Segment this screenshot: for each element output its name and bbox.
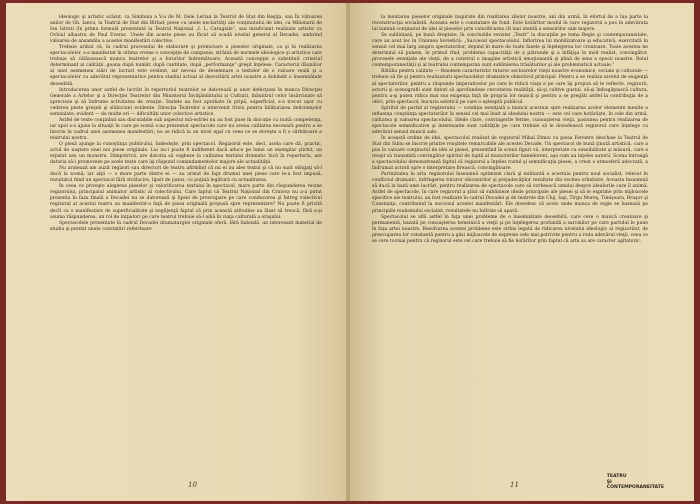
left-page [6,3,346,501]
paragraph: Spectacolele prezentate în cadrul Decadei dramaturgiei originale oferă, fără îndoială, un interesant material de studiu şi permit unele constatări referitoare [50,220,322,232]
paragraph: Spiritul de partid al regizorului — condiţia esenţială a muncii acestuia spre realizarea acelor elemente menite a influenţa conştiinţa spectatorilor în sensul cel mai înalt al idealului nostru — este cel care hotărăşte, în cele din urmă, calitatea şi valoarea spectacolului. Ideile clare, convingerile ferme, cunoaşterea vieţii, pasiunea pentru realizarea de spectacole semnificative şi interesante sunt calităţile pe care trebuie să le dovedească regizorul care înţelege cu adevărat sensul muncii sale. [372,105,648,135]
paragraph: ideologic şi artistic scăzut, ca Simfonia a V-a de M. Dele Lerian la Teatrul de Stat din Reşiţa, sau În viitoarea anilor de Gh. Iancu, la Teatrul de Stat din Bîrlad; piese cu unele neclarităţi ale conţinutului de idei, ca Milionarii de Ion Istrati (în prima formulă prezentată la Teatrul Naţional „I. L. Caragiale”, sau insuficient realizate artistic ca Ochiul albastru de Paul Everac. Unele din aceste piese au făcut să scadă nivelul general al Decadei, umbrind valoarea de ansamblu a acestei manifestări colective. [50,15,322,45]
right-page-text [372,15,648,245]
paragraph: În ceea ce priveşte alegerea pieselor şi valorificarea textului în spectacol, mare parte din răspunderea revine regizorului, principalul animator artistic al colectivului. Care faptul că Teatrul Naţional din Craiova nu a-a putut prezenta în faza finală a Decadei nu se datorează şi lipsei de preocupare pe care conducerea şi întreg colectivul regizoral al acestui teatru au manifestat-o faţă de piesa originală propusă spre reprezentare? Nu poate fi privită decît ca o manifestare de superficialitate şi neglijenţă faptul că prin această atitudine au lăsat să treacă, fără a-şi asuma răspunderea, un rol de iniţiatori pe care teatrul trebuie să-l aibă în viaţa culturală a oraşului. [50,184,322,220]
paragraph: Bătălia pentru calitate — fenomen caracteristic tuturor sectoarelor vieţii noastre economice, sociale şi culturale — trebuie să fie şi pentru realizatorii spectacolelor dramatice obiectivul principal. Pentru a se realiza nivelul de exigenţă al spectatorilor, pentru a răspunde imperativelor pe care le ridică viaţa e pe care îşi propun să le reflecte, regizorii, actorii şi scenografii sunt datori să aprofundeze cercetarea realităţii, să-şi cultive gustul, să-şi îmbogăţească cultura, pentru a-şi putea ridica mai sus exigenţa faţă de propria lor muncă şi pentru a se pregăti astfel la contribuţia de a oferi, prin spectacol, bucuria estetică pe care o aşteaptă publicul. [372,69,648,105]
left-page-text [50,15,322,233]
paragraph: la montarea pieselor originale inspirate din realitatea zilelor noastre, ani din urmă, în efortul de a lua parte la reconstrucţia socialistă. Aceasta este o constatare de fond. Este hotărîtor modul în care regizorul a pus în adevărata lui lumină conţinutul de idei al pieselor prin valorificarea cît mai atentă a sensurilor sale majore. [372,15,648,33]
paragraph: Partinitatea în arta regizorului înseamnă optimism clară şi militantă a acestuia pentru noul socialist, relevat în conflictul dramatic, înfrîngerea tuturor obiceiurilor şi prejudecăţilor rezultate din vechea orînduire. Aceasta înseamnă să ducă la bază unei lucrări, pentru realizarea de spectacole care să vorbească omului despre idealurile care îl animă. Astfel de spectacole, în care regizorul a ştiut să sublinieze ideile principale ale piesei şi să le exprime prin mijloacele specifice ale teatrului, au fost realizate în cadrul Decadei şi de teatrele din Cluj, Iaşi, Tîrgu Mureş, Timişoara, Braşov şi Constanţa, contribuind la succesul acestei manifestări. Ele dovedesc că acolo unde munca de regie se bazează pe principiile realismului socialist, rezultatele nu întîrzie să apară. [372,172,648,214]
running-head [607,474,664,491]
book-spread [6,3,694,501]
paragraph: O piesă ajunge la cunoştinţa publicului, îndeobşte, prin spectacol. Regizorul este, deci, acela care dă, practic, actul de naştere unei noi piese originale. Lui nu-i poate fi indiferent dacă aduce pe lume un exemplar ştirbit, un erpstat sau un monstru. Dimpotrivă, are datoria să vegheze la calitatea textului dramatic încă în repertoriu, are datoria să-i promoveze pe acele texte care îşi răspund comandamentelor majore ale actualităţii. [50,141,322,166]
right-page [350,3,694,501]
paragraph: Trebuie arătat că, în cadrul procesului de elaborare şi promovare a pieselor originale, ca şi în realizarea spectacolelor, s-a manifestat în ultima vreme o concepţie de campanie, străină de normele ideologice şi artistice care trebuie să călăuzească munca teatrelor şi a forurilor îndrumătoare. Această concepţie a substituit criteriul determinant al calităţii, goana după număr, după cantitate, după „performanţe” greşit înţelese. Caracterul dăunător al unei asemenea stări de lucruri este evident, iar nevoia de desemnare a textelor de o valoare reală şi a spectacolelor cu adevărat reprezentative pentru stadiul actual al dezvoltării artei noastre a dobîndit o însemnătate deosebită. [50,45,322,87]
page-number-left: 10 [188,481,197,489]
paragraph: Spectacolul se află astfel în faţa unei probleme de o însemnătate deosebită, care cere o muncă creatoare şi permanentă, bazată pe cunoaşterea temeinică a vieţii şi pe înţelegerea profundă a sarcinilor pe care partidul le pune în faţa artei noastre. Rezolvarea acestei probleme este strîns legată de ridicarea nivelului ideologic al regizorilor, de preocuparea lor constantă pentru a găsi mijloacele de expresie cele mai potrivite pentru a reda adevărul vieţii, ceea ce se cere tocmai pentru că regizorul este cel care trebuie să fie hotărîtor prin faptul că arta sa are caracter agitatoric. [372,214,648,244]
page-number-right: 11 [510,481,519,489]
paragraph: În această ordine de idei, spectacolul realizat de regizorul Mihai Dimiu cu piesa Ferestre deschise la Teatrul de Stat din Sibiu se înscrie printre reuşitele remarcabile ale acestei Decade. Un spectacol de bună ţinută artistică, care a pus în valoare conţinutul de idei al piesei, prezentînd în scenă figuri vii, interpretate cu sensibilitate şi măsură, care a reuşit să transmită convingător spiritul de luptă al muncitorilor hunedoreni, aşa cum au înţeles autorii. Scena întreagă a spectacolului demonstrează faptul că regizorul a înţeles rostul şi semnificaţia piesei, a creat o atmosferă adecvată, a îndrumat actorii spre o interpretare firească, convingătoare. [372,135,648,172]
running-head-line: ŞI [606,479,612,485]
paragraph: Astfel de texte conţinînd sau discutabile sub aspectul mă-estriei nu au fost puse în discuţie cu toată competenţa, iar apoi s-a ajuns la situaţii în care pe scenă s-au prezentat spectacole care nu aveau calitatea necesară pentru a se înscrie în cadrul unei asemenea manifestări; nu se ridică la un nivel egal cu ceea ce se doreşte a fi o sărbătoare a teatrului nostru. [50,117,322,141]
running-head-line: CONTEMPORANEITATE [606,485,664,491]
paragraph: Nu aratează am auzit regizori sau directori de teatru afirmînd că nu ei au ales textul şi că nu sunt obligaţi să-l ducă la scenă; iar alţii — o mare parte dintre ei — au urmat de fapt drumul unei piese care le-a fost impusă, rezultatul fiind un spectacol fără strălucire, lipsit de patos, cu puţină legătură cu actualitatea. [50,166,322,184]
running-head-line: TEATRU [606,474,627,480]
paragraph: Se subliniază, pe bună dreptate, în concluziile revistei „Teatr” la discuţiile pe tema Regie şi contemporaneitate, care au avut loc în Uniunea Sovietică: „Succesul spectacolului, înflorirea lui mobilizatoare şi educativă, exercitată în sensul cel mai larg asupra spectatorilor, depind în mare de toate fazele şi înţelegerea lor creatoare. Toate acestea ne determină să punem, în primul rînd, problema capacităţii de a pătrunde şi a înfăţişa în mod realist, convingător, procesele esenţiale ale vieţii, de a construi o imagine artistică emoţionantă şi plină de sens a epocii noastre. Rolul contemporaneităţii şi al teatrului contemporan sunt sublinierea trăsăturilor şi ale problematicii actuale.” [372,33,648,69]
paragraph: Introducerea unor astfel de lucrări în repertoriul teatrelor se datorează şi unor defecţiuni în munca Direcţiei Generale a Artelor şi a Direcţiei Teatrelor din Ministerul Învăţămîntului şi Culturii, înăuntrul celor însărcinate să aprecieze şi să îndrume activitatea de creaţie. Textele au fost aprobate în pripă, superficial, s-a trecut uşor cu vederea peste greşeli şi slăbiciuni evidente. Direcţia Teatrelor a intervenit tîrziu pentru înlăturarea deficienţelor semnalate, evident — de multe ori — dificultăţi unor colective artistice. [50,87,322,117]
